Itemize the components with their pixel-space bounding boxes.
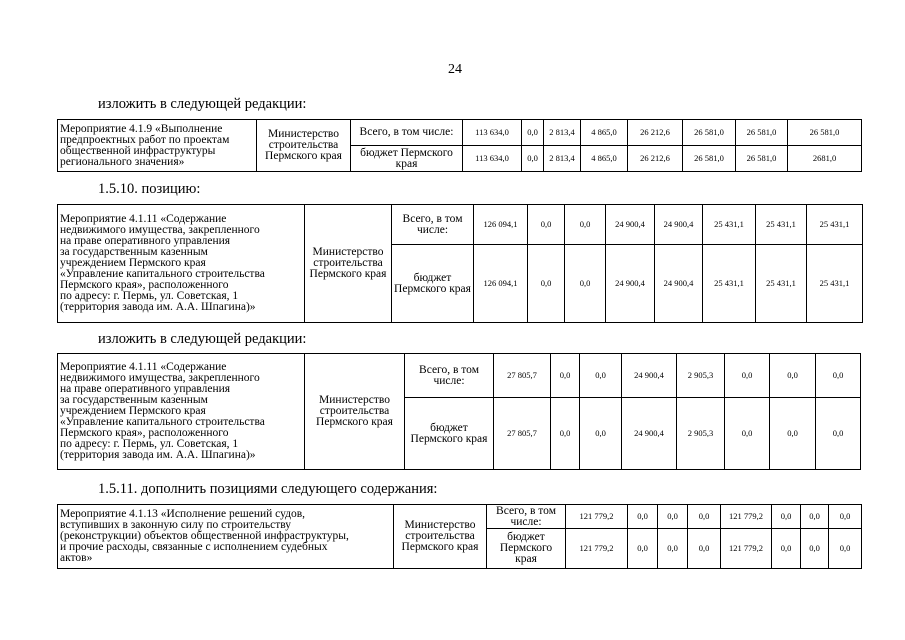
value-cell: 0,0: [725, 398, 770, 470]
value-cell: 0,0: [688, 529, 721, 569]
funding-source: Всего, в том числе:: [392, 205, 474, 245]
value-cell: 0,0: [628, 505, 658, 529]
value-cell: 25 431,1: [703, 245, 756, 323]
value-cell: 121 779,2: [566, 529, 628, 569]
value-cell: 0,0: [829, 505, 862, 529]
value-cell: 0,0: [528, 245, 565, 323]
value-cell: 0,0: [658, 529, 688, 569]
page-number: 24: [448, 62, 462, 77]
description-text: Мероприятие 4.1.11 «Содержание недвижимого имущества, закрепленного на праве оперативного управления за государственным казенным учреждением Пермского края «Управление капитального строительства Пермского края», расположенного по адресу: г. Пермь, ул. Советская, 1 (территория завода им. А.А. Шпагина)»: [60, 213, 265, 313]
value-cell: 121 779,2: [721, 529, 772, 569]
value-cell: 113 634,0: [463, 120, 522, 146]
table-measure-4-1-9: [57, 119, 862, 172]
value-cell: 0,0: [770, 354, 816, 398]
value-cell: 4 865,0: [581, 146, 628, 172]
value-cell: 126 094,1: [474, 205, 528, 245]
value-cell: 24 900,4: [622, 398, 677, 470]
table-row: [58, 505, 862, 529]
value-cell: 0,0: [772, 505, 801, 529]
value-cell: 26 581,0: [736, 120, 788, 146]
value-cell: 24 900,4: [655, 205, 703, 245]
value-cell: 25 431,1: [756, 205, 807, 245]
value-cell: 0,0: [688, 505, 721, 529]
value-cell: 26 212,6: [628, 146, 683, 172]
value-cell: 0,0: [725, 354, 770, 398]
funding-source: бюджет Пермского края: [405, 398, 494, 470]
value-cell: 0,0: [628, 529, 658, 569]
value-cell: 0,0: [829, 529, 862, 569]
value-cell: 2 905,3: [677, 398, 725, 470]
value-cell: 24 900,4: [606, 245, 655, 323]
value-cell: 27 805,7: [494, 354, 551, 398]
description-text: Мероприятие 4.1.11 «Содержание недвижимого имущества, закрепленного на праве оперативного управления за государственным казенным учреждением Пермского края «Управление капитального строительства Пермского края», расположенного по адресу: г. Пермь, ул. Советская, 1 (территория завода им. А.А. Шпагина)»: [60, 361, 265, 461]
value-cell: 0,0: [801, 529, 829, 569]
value-cell: 0,0: [580, 398, 622, 470]
table-measure-4-1-13: [57, 504, 862, 569]
value-cell: 25 431,1: [703, 205, 756, 245]
section-heading: 1.5.10. позицию:: [98, 181, 201, 197]
value-cell: 24 900,4: [622, 354, 677, 398]
funding-source: Всего, в том числе:: [487, 505, 566, 529]
amendment-intro: изложить в следующей редакции:: [98, 96, 307, 112]
value-cell: 121 779,2: [721, 505, 772, 529]
value-cell: 0,0: [816, 398, 861, 470]
responsible-executor: Министерство строительства Пермского края: [305, 205, 392, 323]
value-cell: 0,0: [816, 354, 861, 398]
value-cell: 2681,0: [788, 146, 862, 172]
value-cell: 26 581,0: [683, 120, 736, 146]
value-cell: 25 431,1: [807, 245, 863, 323]
table-row: [58, 120, 862, 146]
value-cell: 4 865,0: [581, 120, 628, 146]
value-cell: 0,0: [565, 245, 606, 323]
table-measure-4-1-11-old: [57, 204, 863, 323]
value-cell: 26 581,0: [788, 120, 862, 146]
table-measure-4-1-11-new: [57, 353, 861, 470]
funding-source: бюджет Пермского края: [487, 529, 566, 569]
value-cell: 0,0: [522, 120, 544, 146]
value-cell: 2 905,3: [677, 354, 725, 398]
value-cell: 0,0: [801, 505, 829, 529]
funding-source: бюджет Пермского края: [351, 146, 463, 172]
value-cell: 113 634,0: [463, 146, 522, 172]
value-cell: 0,0: [528, 205, 565, 245]
value-cell: 26 581,0: [736, 146, 788, 172]
measure-description: Мероприятие 4.1.9 «Выполнение предпроектных работ по проектам общественной инфраструктуры регионального значения»: [58, 120, 257, 172]
value-cell: 0,0: [658, 505, 688, 529]
responsible-executor: Министерство строительства Пермского края: [305, 354, 405, 470]
value-cell: 0,0: [770, 398, 816, 470]
value-cell: 24 900,4: [606, 205, 655, 245]
value-cell: 2 813,4: [544, 146, 581, 172]
table-row: [58, 354, 861, 398]
value-cell: 126 094,1: [474, 245, 528, 323]
value-cell: 121 779,2: [566, 505, 628, 529]
value-cell: 0,0: [772, 529, 801, 569]
funding-source: Всего, в том числе:: [351, 120, 463, 146]
value-cell: 26 212,6: [628, 120, 683, 146]
value-cell: 0,0: [565, 205, 606, 245]
measure-description: [58, 354, 305, 470]
value-cell: 0,0: [551, 398, 580, 470]
value-cell: 0,0: [551, 354, 580, 398]
value-cell: 27 805,7: [494, 398, 551, 470]
description-text: Мероприятие 4.1.13 «Исполнение решений судов, вступивших в законную силу по строительству (реконструкции) объектов общественной инфраструктуры, и прочие расходы, связанные с исполнением судебных актов»: [60, 508, 349, 564]
table-row: [58, 205, 863, 245]
value-cell: 2 813,4: [544, 120, 581, 146]
value-cell: 25 431,1: [756, 245, 807, 323]
responsible-executor: Министерство строительства Пермского края: [394, 505, 487, 569]
value-cell: 25 431,1: [807, 205, 863, 245]
measure-description: [58, 505, 394, 569]
measure-description: [58, 205, 305, 323]
value-cell: 24 900,4: [655, 245, 703, 323]
funding-source: Всего, в том числе:: [405, 354, 494, 398]
funding-source: бюджет Пермского края: [392, 245, 474, 323]
value-cell: 0,0: [522, 146, 544, 172]
amendment-intro: изложить в следующей редакции:: [98, 331, 307, 347]
value-cell: 26 581,0: [683, 146, 736, 172]
value-cell: 0,0: [580, 354, 622, 398]
section-heading: 1.5.11. дополнить позициями следующего содержания:: [98, 481, 438, 497]
responsible-executor: Министерство строительства Пермского края: [257, 120, 351, 172]
